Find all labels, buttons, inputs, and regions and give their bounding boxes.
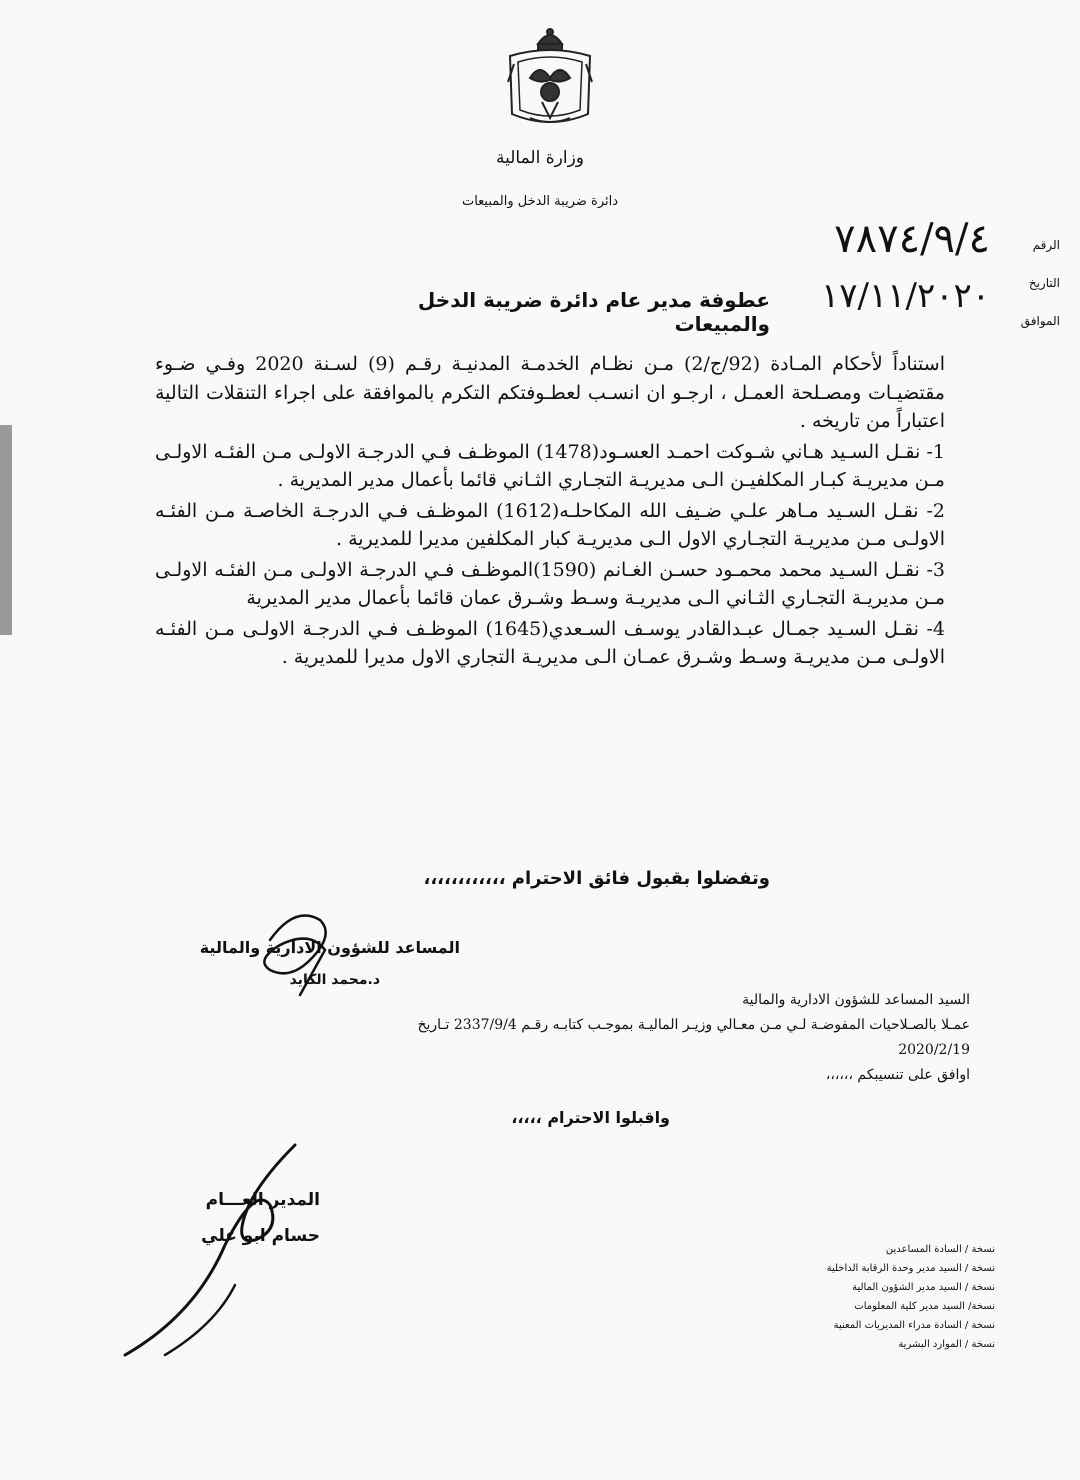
forward-line: عمـلا بالصـلاحيات المفوضـة لـي مـن معـالي وزيـر الماليـة بموجـب كتابـه رقـم 2337/9/4 تـاريخ <box>417 1017 970 1033</box>
letter-body <box>155 350 945 672</box>
copy-recipient: نسخة/ السيد مدير كلية المعلومات <box>854 1301 995 1312</box>
forward-line: اوافق على تنسيبكم ،،،،،، <box>825 1067 970 1083</box>
copy-recipient: نسخة / السيد مدير وحدة الرقابة الداخلية <box>826 1263 995 1274</box>
body-intro: استناداً لأحكام المـادة (92/ج/2) مـن نظـام الخدمـة المدنيـة رقـم (9) لسـنة 2020 وفـي ضـوء مقتضيـات ومصـلحة العمـل ، ارجـو ان انسـب لعطـوفتكم التكرم بالموافقة على اجراء التنقلات التالية اعتباراً من تاريخه . <box>155 353 945 432</box>
copy-recipient: نسخة / السادة مدراء المديريات المعنية <box>833 1320 995 1331</box>
body-item: 1- نقـل السـيد هـاني شـوكت احمـد العسـود(1478) الموظـف فـي الدرجـة الاولـى مـن الفئـه الاولـى مـن مديريـة كبـار المكلفيـن الـى مديريـة التجـاري الثـاني قائما بأعمال مدير المديرية . <box>155 440 945 491</box>
scroll-indicator[interactable] <box>0 425 12 635</box>
corresponding-label: الموافق <box>1020 314 1060 328</box>
department-name: دائرة ضريبة الدخل والمبيعات <box>461 194 619 209</box>
closing-line-2: واقبلوا الاحترام ،،،،، <box>511 1108 670 1127</box>
date-label: التاريخ <box>1028 276 1060 290</box>
addressee: عطوفة مدير عام دائرة ضريبة الدخل والمبيعات <box>417 288 770 336</box>
copy-recipient: نسخة / السيد مدير الشؤون المالية <box>852 1282 995 1293</box>
coat-of-arms-icon <box>500 22 600 134</box>
copy-recipient: نسخة / الموارد البشرية <box>898 1339 995 1350</box>
letter-date: ١٧/١١/٢٠٢٠ <box>820 276 990 316</box>
forwarding-note <box>150 988 970 1088</box>
body-item: 2- نقـل السـيد مـاهر علـي ضـيف الله المكاحلـه(1612) الموظـف فـي الدرجـة الخاصـة مـن الفئـه الاولـى مـن مديريـة التجـاري الاول الـى مديريـة كبار المكلفين مديرا للمديرية . <box>155 499 945 550</box>
ministry-name: وزارة المالية <box>496 148 584 168</box>
signatory1-title: المساعد للشؤون الادارية والمالية <box>199 938 460 957</box>
copy-recipient: نسخة / السادة المساعدين <box>885 1244 995 1255</box>
forward-line: 2020/2/19 <box>898 1042 970 1058</box>
general-director-title: المدير العـــام <box>205 1190 320 1210</box>
reference-number: ٧٨٧٤/٩/٤ <box>834 216 990 262</box>
copies-list <box>740 1240 995 1354</box>
signatory1-name: د.محمد الكايد <box>289 972 380 988</box>
closing-line: وتفضلوا بقبول فائق الاحترام ،،،،،،،،،،،، <box>423 868 770 889</box>
signature-2 <box>105 1125 345 1385</box>
body-item: 3- نقـل السـيد محمد محمـود حسـن الغـانم (1590)الموظـف فـي الدرجـة الاولـى مـن الفئـه الاولـى مـن مديريـة التجـاري الثـاني الـى مديريـة وسـط وشـرق عمان قائما بأعمال مدير المديرية <box>155 558 945 609</box>
general-director-name: حسام ابو علي <box>201 1226 320 1246</box>
body-item: 4- نقـل السـيد جمـال عبـدالقادر يوسـف السـعدي(1645) الموظـف فـي الدرجـة الاولـى مـن الفئـه الاولـى مـن مديريـة وسـط وشـرق عمـان الـى مديريـة التجاري الاول مديرا للمديرية . <box>155 617 945 668</box>
number-label: الرقم <box>1032 238 1060 252</box>
forward-line: السيد المساعد للشؤون الادارية والمالية <box>742 992 970 1008</box>
